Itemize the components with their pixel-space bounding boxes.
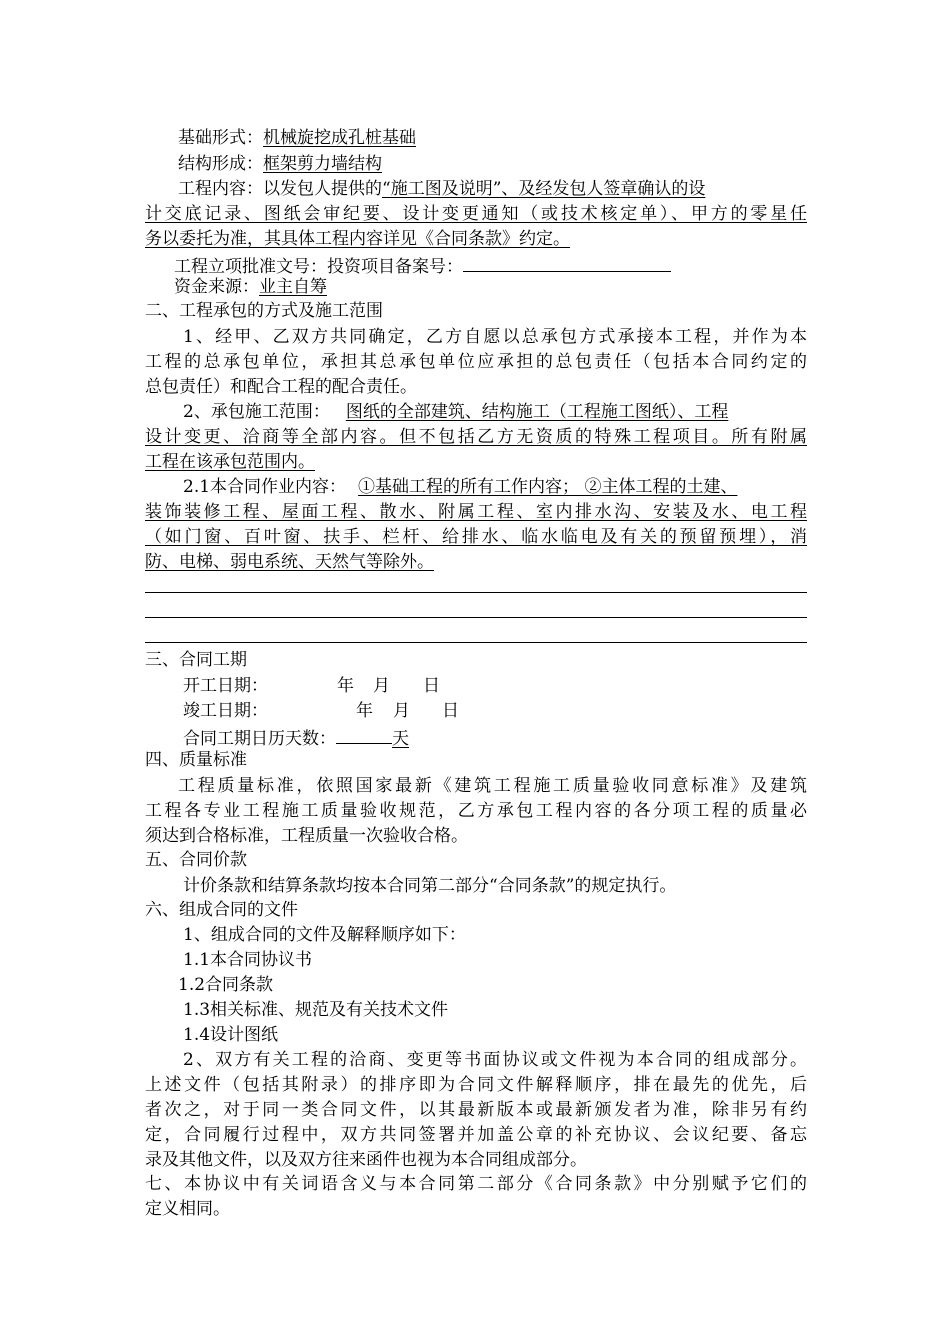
- start-day: 日: [423, 676, 440, 696]
- s6-p2-line-2: 上述文件（包括其附录）的排序即为合同文件解释顺序，排在最先的优先，后: [145, 1075, 807, 1095]
- calendar-days-label: 合同工期日历天数：: [183, 729, 336, 749]
- fund-value: 业主自筹: [259, 277, 327, 297]
- content-line-3: [145, 227, 807, 251]
- scope-label: 2、承包施工范围：: [183, 402, 330, 422]
- foundation-value: 机械旋挖成孔桩基础: [263, 128, 416, 148]
- s6-intro: 1、组成合同的文件及解释顺序如下：: [183, 925, 466, 945]
- s6-p2-line-5: 录及其他文件，以及双方往来函件也视为本合同组成部分。: [145, 1150, 587, 1170]
- calendar-days-blank: [336, 724, 392, 744]
- start-date-label: 开工日期：: [183, 676, 268, 696]
- content-label: 工程内容：以发包人提供的: [178, 179, 382, 199]
- s2-p3-line-1: [145, 475, 807, 499]
- section-4-heading: 四、质量标准: [145, 750, 247, 770]
- doc-list-item: 1.2合同条款: [178, 975, 274, 995]
- s2-p3-line-3: （如门窗、百叶窗、扶手、栏杆、给排水、临水临电及有关的预留预埋），消: [145, 527, 807, 547]
- end-date-line: [145, 699, 807, 723]
- calendar-days-unit: 天: [392, 729, 409, 749]
- content-line-2: 计交底记录、图纸会审纪要、设计变更通知（或技术核定单）、甲方的零星任: [145, 204, 807, 224]
- blank-rule-3: [145, 642, 807, 643]
- s4-line-3: 须达到合格标准，工程质量一次验收合格。: [145, 826, 468, 846]
- end-month: 月: [393, 701, 410, 721]
- approval-line: [145, 252, 807, 276]
- calendar-days-line: [145, 724, 807, 748]
- section-6-heading: 六、组成合同的文件: [145, 900, 298, 920]
- start-date-line: [145, 674, 807, 698]
- section-3-heading: 三、合同工期: [145, 650, 247, 670]
- section-2-heading: 二、工程承包的方式及施工范围: [145, 301, 383, 321]
- s2-p3-line-2: 装饰装修工程、屋面工程、散水、附属工程、室内排水沟、安装及水、电工程: [145, 502, 807, 522]
- end-date-label: 竣工日期：: [183, 701, 268, 721]
- s5-line-1: 计价条款和结算条款均按本合同第二部分“合同条款”的规定执行。: [183, 876, 677, 896]
- s2-p3-line-4: [145, 550, 807, 574]
- structure-line: [145, 152, 807, 176]
- doc-list-item: 1.1本合同协议书: [183, 950, 313, 970]
- content-line-1: [145, 177, 807, 201]
- scope-text-1: 图纸的全部建筑、结构施工（工程施工图纸）、工程: [345, 402, 729, 422]
- end-day: 日: [442, 701, 459, 721]
- fund-line: [145, 275, 807, 299]
- section-7-line-1: 七、本协议中有关词语含义与本合同第二部分《合同条款》中分别赋予它们的: [145, 1174, 807, 1194]
- s6-p2-line-3: 者次之，对于同一类合同文件，以其最新版本或最新颁发者为准，除非另有约: [145, 1100, 807, 1120]
- doc-list-item: 1.4设计图纸: [183, 1025, 279, 1045]
- s6-p2-line-4: 定，合同履行过程中，双方共同签署并加盖公章的补充协议、会议纪要、备忘: [145, 1125, 807, 1145]
- work-content-text-4: 防、电梯、弱电系统、天然气等除外。: [145, 552, 434, 572]
- doc-list-item: 1.3相关标准、规范及有关技术文件: [183, 1000, 449, 1020]
- foundation-line: [145, 126, 807, 150]
- s6-p2-line-1: 2、双方有关工程的洽商、变更等书面协议或文件视为本合同的组成部分。: [183, 1050, 807, 1070]
- s2-p1-line-1: 1、经甲、乙双方共同确定，乙方自愿以总承包方式承接本工程，并作为本: [183, 327, 807, 347]
- structure-label: 结构形成：: [178, 154, 263, 174]
- fund-label: 资金来源：: [174, 277, 259, 297]
- content-text-1: “施工图及说明”、及经发包人签章确认的设: [382, 179, 706, 199]
- s2-p2-line-2: 设计变更、洽商等全部内容。但不包括乙方无资质的特殊工程项目。所有附属: [145, 427, 807, 447]
- structure-value: 框架剪力墙结构: [263, 154, 382, 174]
- s2-p2-line-1: [145, 400, 807, 424]
- approval-blank: [463, 252, 671, 272]
- s4-line-2: 工程各专业工程施工质量验收规范，乙方承包工程内容的各分项工程的质量必: [145, 801, 807, 821]
- start-month: 月: [373, 676, 390, 696]
- s4-line-1: 工程质量标准，依照国家最新《建筑工程施工质量验收同意标准》及建筑: [178, 776, 807, 796]
- start-year: 年: [337, 676, 354, 696]
- s2-p1-line-2: 工程的总承包单位，承担其总承包单位应承担的总包责任（包括本合同约定的: [145, 352, 807, 372]
- work-content-label: 2.1本合同作业内容：: [183, 477, 347, 497]
- content-text-3: 务以委托为准，其具体工程内容详见《合同条款》约定。: [145, 229, 570, 249]
- blank-rule-1: [145, 592, 807, 593]
- scope-text-3: 工程在该承包范围内。: [145, 452, 315, 472]
- section-7-line-2: 定义相同。: [145, 1199, 230, 1219]
- approval-value: 投资项目备案号：: [327, 257, 463, 277]
- work-content-text-1: ①基础工程的所有工作内容； ②主体工程的土建、: [358, 477, 738, 497]
- end-year: 年: [356, 701, 373, 721]
- foundation-label: 基础形式：: [178, 128, 263, 148]
- s2-p2-line-3: [145, 450, 807, 474]
- section-5-heading: 五、合同价款: [145, 850, 247, 870]
- s2-p1-line-3: 总包责任）和配合工程的配合责任。: [145, 377, 417, 397]
- approval-label: 工程立项批准文号：: [174, 257, 327, 277]
- blank-rule-2: [145, 617, 807, 618]
